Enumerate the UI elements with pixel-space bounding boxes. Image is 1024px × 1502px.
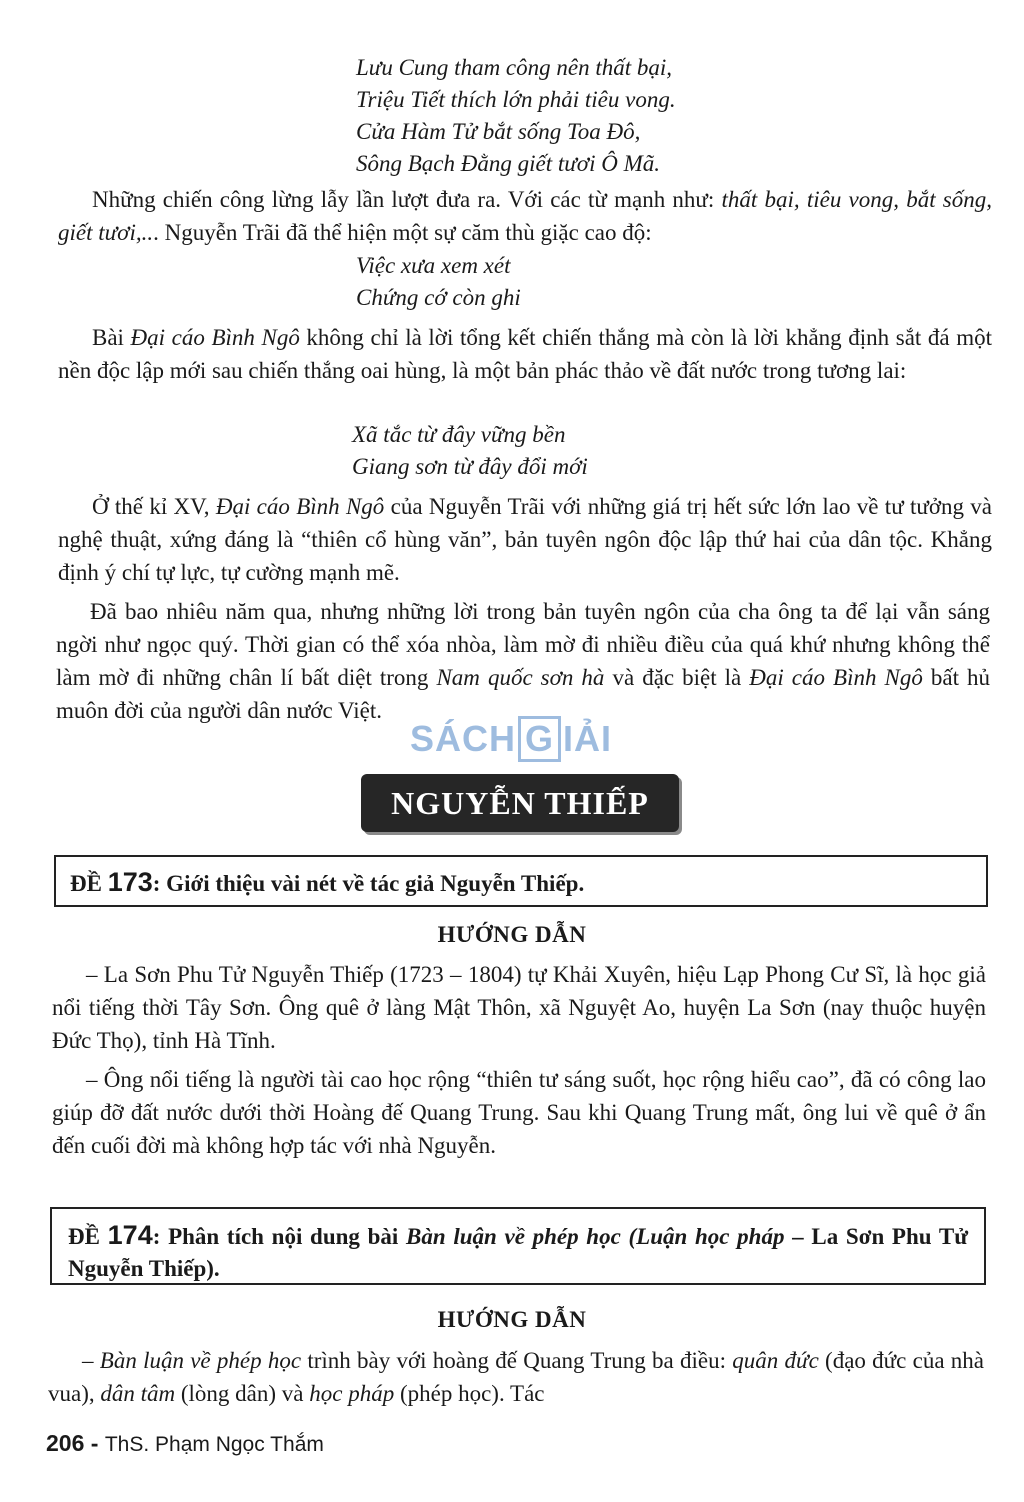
paragraph-3 (58, 490, 992, 589)
text: trình bày với hoàng đế Quang Trung ba điều: (301, 1348, 733, 1373)
verse-line: Việc xưa xem xét (356, 253, 511, 278)
italic-text: Đại cáo Bình Ngô (749, 665, 923, 690)
watermark-logo (410, 716, 620, 772)
section-title: NGUYỄN THIẾP (361, 774, 679, 832)
verse-line: Triệu Tiết thích lớn phải tiêu vong. (356, 87, 676, 112)
text: của Nguyễn Trãi với những giá trị hết sức lớn lao về tư tưởng và nghệ thuật, xứng đáng là “thiên cổ hùng văn”, bản tuyên ngôn độc lập thứ hai của dân tộc. Khẳng định ý chí tự lực, tự cường mạnh mẽ. (58, 494, 993, 585)
exercise-label: ĐỀ (68, 1224, 108, 1249)
text: Bài (92, 325, 131, 350)
exercise-label: ĐỀ (70, 871, 108, 896)
watermark-text: IẢI (563, 718, 613, 759)
paragraph-6: – Ông nổi tiếng là người tài cao học rộng “thiên tư sáng suốt, học rộng hiểu cao”, đã có công lao giúp đỡ đất nước dưới thời Hoàng đế Quang Trung. Sau khi Quang Trung mất, ông lui về quê ở ẩn đến cuối đời mà không hợp tác với nhà Nguyễn. (52, 1067, 986, 1158)
italic-text: Đại cáo Bình Ngô (215, 494, 385, 519)
verse-line: Chứng cớ còn ghi (356, 285, 521, 310)
verse-block-1 (356, 52, 676, 180)
verse-line: Cửa Hàm Tử bắt sống Toa Đô, (356, 119, 641, 144)
italic-text: thất bại, tiêu vong, bắt sống, giết tươi,.. (58, 187, 992, 245)
italic-text: học pháp (309, 1381, 395, 1406)
guide-heading: HƯỚNG DẪN (437, 922, 587, 947)
paragraph-2 (58, 321, 992, 387)
exercise-prompt: – La Sơn Phu Tử Nguyễn Thiếp). (68, 1224, 968, 1281)
watermark-g: G (518, 716, 561, 762)
text: bất hủ muôn đời của người dân nước Việt. (56, 665, 991, 723)
text: (đạo đức của nhà vua), (48, 1348, 984, 1406)
verse-line: Sông Bạch Đằng giết tươi Ô Mã. (356, 151, 660, 176)
text: Ở thế kỉ XV, (92, 494, 216, 519)
paragraph-5: – La Sơn Phu Tử Nguyễn Thiếp (1723 – 1804) tự Khải Xuyên, hiệu Lạp Phong Cư Sĩ, là học giả nổi tiếng thời Tây Sơn. Ông quê ở làng Mật Thôn, xã Nguyệt Ao, huyện La Sơn (nay thuộc huyện Đức Thọ), tỉnh Hà Tĩnh. (52, 962, 986, 1053)
page-number: 206 (46, 1430, 85, 1456)
italic-text: Đại cáo Bình Ngô (130, 325, 300, 350)
exercise-prompt: : Giới thiệu vài nét về tác giả Nguyễn Thiếp. (152, 871, 585, 896)
watermark-text: SÁCH (410, 718, 517, 759)
page-footer (46, 1430, 324, 1457)
italic-text: Bàn luận về phép học (99, 1348, 302, 1373)
exercise-number: 174 (107, 1220, 153, 1250)
verse-line: Giang sơn từ đây đổi mới (352, 454, 588, 479)
italic-text: Nam quốc sơn hà (436, 665, 605, 690)
paragraph-1 (58, 183, 992, 249)
italic-text: quân đức (732, 1348, 819, 1373)
guide-heading: HƯỚNG DẪN (437, 1307, 587, 1332)
exercise-number: 173 (107, 867, 153, 897)
text: và đặc biệt là (604, 665, 750, 690)
text: không chỉ là lời tổng kết chiến thắng mà còn là lời khẳng định sắt đá một nền độc lập mới sau chiến thắng oai hùng, là một bản phác thảo về đất nước trong tương lai: (58, 325, 992, 383)
exercise-italic: Bàn luận về phép học (Luận học pháp (405, 1224, 785, 1249)
exercise-box-173 (54, 855, 988, 907)
text: (lòng dân) và (175, 1381, 310, 1406)
text: – (82, 1348, 100, 1373)
paragraph-7 (48, 1344, 984, 1410)
verse-line: Lưu Cung tham công nên thất bại, (356, 55, 673, 80)
italic-text: dân tâm (100, 1381, 176, 1406)
text: . Nguyễn Trãi đã thể hiện một sự căm thù giặc cao độ: (153, 220, 652, 245)
paragraph-4 (56, 595, 990, 727)
exercise-prompt: : Phân tích nội dung bài (152, 1224, 406, 1249)
verse-block-2 (356, 250, 521, 314)
footer-separator: - (84, 1430, 105, 1456)
exercise-box-174 (50, 1207, 986, 1285)
verse-line: Xã tắc từ đây vững bền (352, 422, 566, 447)
text: Đã bao nhiêu năm qua, nhưng những lời trong bản tuyên ngôn của cha ông ta để lại vẫn sáng ngời như ngọc quý. Thời gian có thể xóa nhòa, làm mờ đi nhiều điều của quá khứ nhưng không thể làm mờ đi những chân lí bất diệt trong (56, 599, 990, 690)
text: Những chiến công lừng lẫy lần lượt đưa ra. Với các từ mạnh như: (92, 187, 722, 212)
footer-author: ThS. Phạm Ngọc Thắm (104, 1433, 324, 1456)
verse-block-3 (352, 419, 588, 483)
text: (phép học). Tác (394, 1381, 545, 1406)
